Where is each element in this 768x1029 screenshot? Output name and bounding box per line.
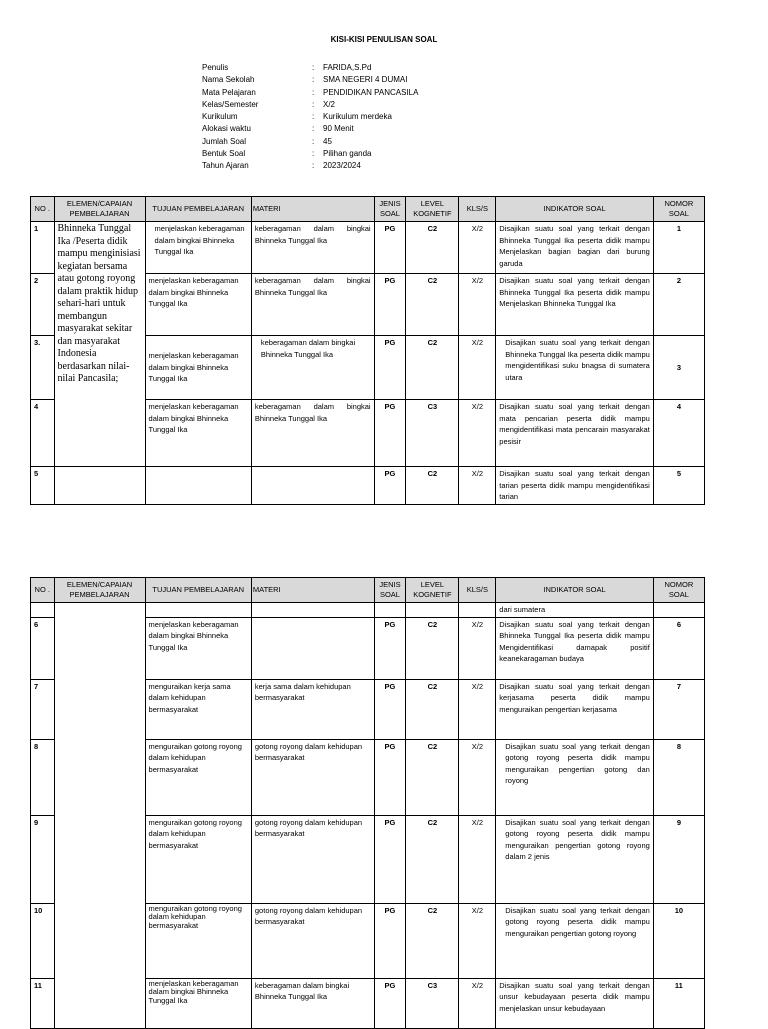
row-tujuan: menjelaskan keberagaman dalam bingkai Bhinneka Tunggal Ika (145, 274, 251, 336)
row-no: 9 (31, 815, 55, 903)
row-elemen-empty (54, 467, 145, 505)
row-jenis: PG (374, 815, 406, 903)
row-materi: gotong royong dalam kehidupan bermasyarakat (251, 815, 374, 903)
row-jenis: PG (374, 739, 406, 815)
row-materi: keberagaman dalam bingkai Bhinneka Tunggal Ika (251, 400, 374, 467)
row-no: 7 (31, 679, 55, 739)
row-indikator: Disajikan suatu soal yang terkait dengan tarian peserta didik mampu mengidentifikasi tarian (496, 467, 654, 505)
info-colon: : (312, 112, 315, 122)
row-kls: X/2 (459, 336, 496, 400)
row-nomor: 2 (653, 274, 704, 336)
row-indikator: Disajikan suatu soal yang terkait dengan Bhinneka Tunggal Ika peserta didik mampu Mengidentifikasi damapak positif keanekaragaman budaya (496, 617, 654, 679)
info-colon: : (312, 124, 315, 134)
info-colon: : (312, 136, 315, 146)
header-jenis: JENIS SOAL (374, 578, 406, 603)
header-kls: KLS/S (459, 197, 496, 222)
row-nomor: 5 (653, 467, 704, 505)
info-value: 45 (323, 136, 332, 146)
info-value: Kurikulum merdeka (323, 112, 392, 122)
row-materi: gotong royong dalam kehidupan bermasyarakat (251, 903, 374, 978)
row-no: 2 (31, 274, 55, 336)
kisi-table-page-2 (30, 577, 705, 1029)
info-row (202, 87, 418, 99)
row-nomor: 10 (653, 903, 704, 978)
info-row (202, 148, 418, 160)
document-info (202, 62, 418, 173)
row-jenis: PG (374, 336, 406, 400)
row-nomor-empty (653, 603, 704, 618)
row-nomor: 7 (653, 679, 704, 739)
header-no: NO . (31, 578, 55, 603)
info-label: Kelas/Semester (202, 99, 259, 109)
info-row (202, 160, 418, 172)
row-level-empty (406, 603, 459, 618)
row-materi: keberagaman dalam bingkai Bhinneka Tunggal Ika (251, 336, 374, 400)
row-level: C2 (406, 739, 459, 815)
row-materi (251, 467, 374, 505)
row-nomor: 6 (653, 617, 704, 679)
row-level: C2 (406, 467, 459, 505)
row-kls: X/2 (459, 274, 496, 336)
info-colon: : (312, 75, 315, 85)
row-tujuan (145, 467, 251, 505)
elemen-text: Bhinneka Tunggal Ika /Peserta didik mampu menginisiasi kegiatan bersama atau gotong royong dalam praktik hidup sehari-hari untuk membangun masyarakat sekitar dan masyarakat Indonesia berdasarkan nilai-nilai Pancasila; (57, 223, 141, 384)
row-level: C2 (406, 903, 459, 978)
header-level: LEVEL KOGNETIF (406, 578, 459, 603)
info-colon: : (312, 99, 315, 109)
info-label: Bentuk Soal (202, 149, 246, 159)
row-kls-empty (459, 603, 496, 618)
row-indikator: Disajikan suatu soal yang terkait dengan Bhinneka Tunggal Ika peserta didik mampu Menjelaskan bagian bagian dari burung garuda (496, 222, 654, 274)
row-indikator: Disajikan suatu soal yang terkait dengan gotong royong peserta didik mampu menguraikan pengertian gotong royong dalam 2 jenis (496, 815, 654, 903)
row-level: C2 (406, 617, 459, 679)
row-kls: X/2 (459, 815, 496, 903)
page-title: KISI-KISI PENULISAN SOAL (330, 35, 438, 44)
row-indikator: Disajikan suatu soal yang terkait dengan kerjasama peserta didik mampu menguraikan pengertian kerjasama (496, 679, 654, 739)
row-indikator: Disajikan suatu soal yang terkait dengan mata pencarian peserta didik mampu mengidentifikasi mata pencarain masyarakat pesisir (496, 400, 654, 467)
table-row (31, 222, 705, 274)
row-jenis: PG (374, 903, 406, 978)
row-indikator: Disajikan suatu soal yang terkait dengan Bhinneka Tunggal Ika peserta didik mampu mengidentifikasi suku bnagsa di sumatera utara (496, 336, 654, 400)
row-tujuan-empty (145, 603, 251, 618)
row-kls: X/2 (459, 222, 496, 274)
row-kls: X/2 (459, 679, 496, 739)
row-indikator-continuation: dari sumatera (496, 603, 654, 618)
info-label: Kurikulum (202, 112, 238, 122)
info-label: Penulis (202, 63, 229, 72)
info-value: SMA NEGERI 4 DUMAI (323, 75, 408, 85)
row-jenis: PG (374, 222, 406, 274)
info-value: 90 Menit (323, 124, 354, 134)
row-level: C2 (406, 274, 459, 336)
row-materi: keberagaman dalam bingkai Bhinneka Tunggal Ika (251, 978, 374, 1028)
info-colon: : (312, 149, 315, 159)
row-tujuan: menjelaskan keberagaman dalam bingkai Bhinneka Tunggal Ika (145, 222, 251, 274)
row-tujuan: menjelaskan keberagaman dalam bingkai Bhinneka Tunggal Ika (145, 336, 251, 400)
kisi-table-page-1 (30, 196, 705, 505)
info-colon: : (312, 63, 315, 72)
row-materi: kerja sama dalam kehidupan bermasyarakat (251, 679, 374, 739)
row-nomor: 3 (653, 336, 704, 400)
row-jenis: PG (374, 400, 406, 467)
info-value: X/2 (323, 99, 336, 109)
row-indikator: Disajikan suatu soal yang terkait dengan gotong royong peserta didik mampu menguraikan pengertian gotong royong (496, 903, 654, 978)
row-nomor: 8 (653, 739, 704, 815)
row-jenis: PG (374, 978, 406, 1028)
header-nomor: NOMOR SOAL (653, 578, 704, 603)
row-kls: X/2 (459, 903, 496, 978)
row-no: 8 (31, 739, 55, 815)
row-jenis: PG (374, 274, 406, 336)
row-level: C3 (406, 978, 459, 1028)
info-label: Mata Pelajaran (202, 87, 256, 97)
row-no: 1 (31, 222, 55, 274)
row-no: 4 (31, 400, 55, 467)
info-row (202, 62, 418, 74)
info-colon: : (312, 87, 315, 97)
row-materi-empty (251, 603, 374, 618)
header-no: NO . (31, 197, 55, 222)
row-no: 3. (31, 336, 55, 400)
row-tujuan: menguraikan gotong royong dalam kehidupan bermasyarakat (145, 903, 251, 978)
row-tujuan: menguraikan gotong royong dalam kehidupan bermasyarakat (145, 815, 251, 903)
header-kls: KLS/S (459, 578, 496, 603)
row-level: C3 (406, 400, 459, 467)
row-level: C2 (406, 222, 459, 274)
row-indikator: Disajikan suatu soal yang terkait dengan Bhinneka Tunggal Ika peserta didik mampu Menjelaskan Bhinneka Tunggal Ika (496, 274, 654, 336)
info-label: Nama Sekolah (202, 75, 255, 85)
row-jenis: PG (374, 467, 406, 505)
row-materi: gotong royong dalam kehidupan bermasyarakat (251, 739, 374, 815)
info-label: Tahun Ajaran (202, 161, 249, 171)
info-colon: : (312, 161, 315, 171)
info-row (202, 111, 418, 123)
table-row (31, 603, 705, 618)
row-level: C2 (406, 815, 459, 903)
header-jenis: JENIS SOAL (374, 197, 406, 222)
header-indikator: INDIKATOR SOAL (496, 578, 654, 603)
header-level: LEVEL KOGNETIF (406, 197, 459, 222)
row-jenis-empty (374, 603, 406, 618)
row-indikator: Disajikan suatu soal yang terkait dengan gotong royong peserta didik mampu menguraikan pengertian gotong dan royong (496, 739, 654, 815)
row-tujuan: menjelaskan keberagaman dalam bingkai Bhinneka Tunggal Ika (145, 978, 251, 1028)
table-row (31, 467, 705, 505)
info-value: PENDIDIKAN PANCASILA (323, 87, 419, 97)
header-tujuan: TUJUAN PEMBELAJARAN (145, 197, 251, 222)
info-row (202, 136, 418, 148)
info-row (202, 74, 418, 86)
row-kls: X/2 (459, 978, 496, 1028)
row-kls: X/2 (459, 617, 496, 679)
row-kls: X/2 (459, 467, 496, 505)
row-indikator: Disajikan suatu soal yang terkait dengan unsur kebudayaan peserta didik mampu menjelaskan unsur kebudayaan (496, 978, 654, 1028)
row-jenis: PG (374, 617, 406, 679)
header-indikator: INDIKATOR SOAL (496, 197, 654, 222)
info-value: FARIDA,S.Pd (323, 63, 372, 72)
info-label: Jumlah Soal (202, 136, 247, 146)
row-kls: X/2 (459, 739, 496, 815)
row-nomor: 11 (653, 978, 704, 1028)
row-no: 5 (31, 467, 55, 505)
info-value: Pilihan ganda (323, 149, 372, 159)
header-nomor: NOMOR SOAL (653, 197, 704, 222)
info-row (202, 99, 418, 111)
row-materi: keberagaman dalam bingkai Bhinneka Tunggal Ika (251, 274, 374, 336)
row-tujuan: menguraikan kerja sama dalam kehidupan bermasyarakat (145, 679, 251, 739)
row-nomor: 4 (653, 400, 704, 467)
row-jenis: PG (374, 679, 406, 739)
row-tujuan: menjelaskan keberagaman dalam bingkai Bhinneka Tunggal Ika (145, 617, 251, 679)
elemen-cell (54, 603, 145, 1029)
header-materi: MATERI (251, 578, 374, 603)
row-tujuan: menjelaskan keberagaman dalam bingkai Bhinneka Tunggal Ika (145, 400, 251, 467)
header-materi: MATERI (251, 197, 374, 222)
header-tujuan: TUJUAN PEMBELAJARAN (145, 578, 251, 603)
row-no: 10 (31, 903, 55, 978)
info-row (202, 123, 418, 135)
header-elemen: ELEMEN/CAPAIAN PEMBELAJARAN (54, 197, 145, 222)
row-tujuan: menguraikan gotong royong dalam kehidupan bermasyarakat (145, 739, 251, 815)
row-nomor: 9 (653, 815, 704, 903)
row-no: 11 (31, 978, 55, 1028)
row-no-empty (31, 603, 55, 618)
row-materi: keberagaman dalam bingkai Bhinneka Tunggal Ika (251, 222, 374, 274)
info-label: Alokasi waktu (202, 124, 251, 134)
elemen-cell (54, 222, 145, 467)
row-no: 6 (31, 617, 55, 679)
row-materi (251, 617, 374, 679)
row-level: C2 (406, 336, 459, 400)
row-level: C2 (406, 679, 459, 739)
header-elemen: ELEMEN/CAPAIAN PEMBELAJARAN (54, 578, 145, 603)
row-nomor: 1 (653, 222, 704, 274)
row-kls: X/2 (459, 400, 496, 467)
info-value: 2023/2024 (323, 161, 361, 171)
